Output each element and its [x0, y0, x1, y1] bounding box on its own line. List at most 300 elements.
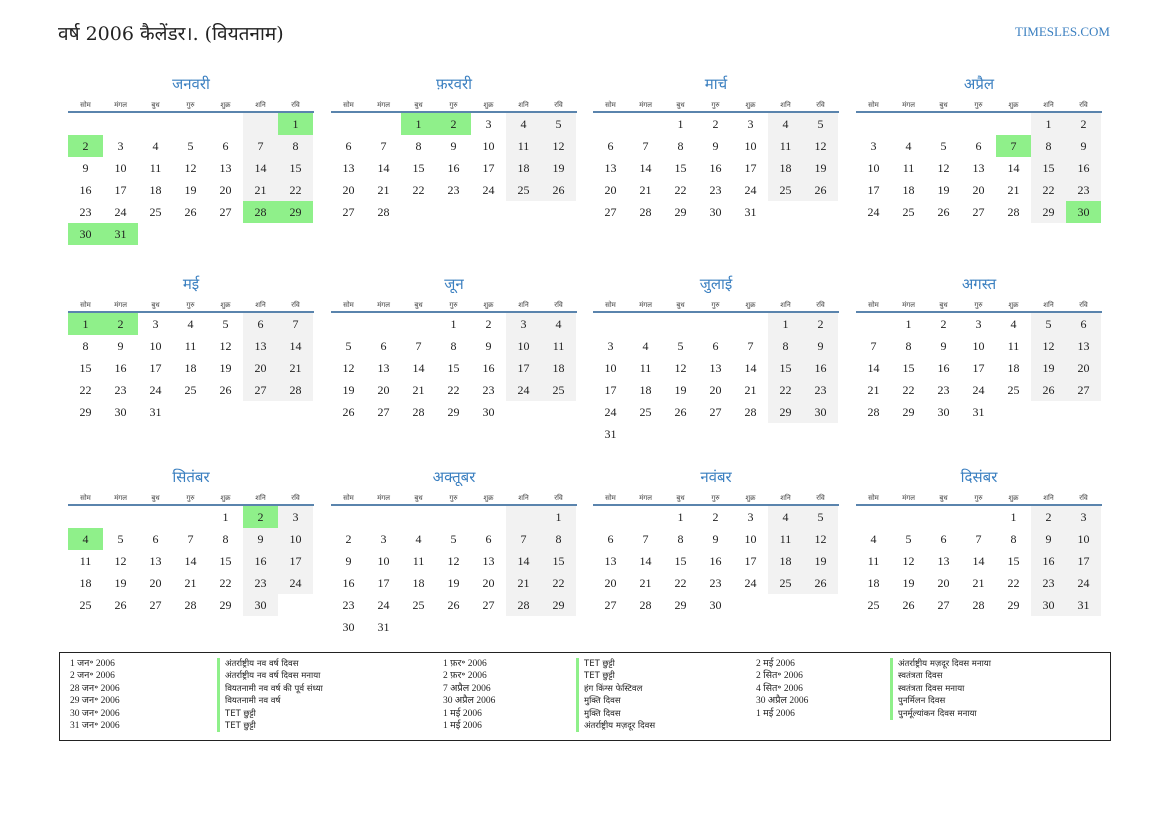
day-cell[interactable]: 30	[937, 405, 950, 419]
day-cell[interactable]: 25	[506, 179, 541, 201]
day-cell[interactable]: 9	[117, 339, 124, 353]
day-cell[interactable]: 3	[975, 317, 982, 331]
day-cell[interactable]: 4	[541, 313, 576, 335]
day-cell[interactable]: 22	[79, 383, 92, 397]
day-cell[interactable]: 28	[744, 405, 757, 419]
day-cell[interactable]: 13	[342, 161, 355, 175]
day-cell[interactable]: 13	[937, 554, 950, 568]
day-cell[interactable]: 20	[972, 183, 985, 197]
day-cell[interactable]: 24	[744, 183, 757, 197]
day-cell[interactable]: 13	[1066, 335, 1101, 357]
day-cell[interactable]: 19	[674, 383, 687, 397]
day-cell[interactable]: 3	[152, 317, 159, 331]
day-cell[interactable]: 25	[639, 405, 652, 419]
day-cell[interactable]: 4	[415, 532, 422, 546]
day-cell[interactable]: 27	[243, 379, 278, 401]
day-cell[interactable]: 5	[345, 339, 352, 353]
day-cell[interactable]: 12	[937, 161, 950, 175]
day-cell[interactable]: 13	[972, 161, 985, 175]
day-cell[interactable]: 14	[412, 361, 425, 375]
day-cell[interactable]: 10	[1066, 528, 1101, 550]
day-cell[interactable]: 2	[712, 510, 719, 524]
day-cell[interactable]: 15	[447, 361, 460, 375]
day-cell[interactable]: 19	[114, 576, 127, 590]
day-cell[interactable]: 19	[1031, 357, 1066, 379]
day-cell[interactable]: 8	[677, 139, 684, 153]
day-cell[interactable]: 1	[450, 317, 457, 331]
day-cell[interactable]: 6	[152, 532, 159, 546]
day-cell[interactable]: 16	[709, 161, 722, 175]
day-cell[interactable]: 28	[184, 598, 197, 612]
day-cell[interactable]: 8	[1031, 135, 1066, 157]
day-cell[interactable]: 29	[768, 401, 803, 423]
day-cell[interactable]: 7	[243, 135, 278, 157]
day-cell[interactable]: 17	[972, 361, 985, 375]
day-cell[interactable]: 2	[103, 313, 138, 335]
day-cell[interactable]: 11	[541, 335, 576, 357]
day-cell[interactable]: 14	[506, 550, 541, 572]
day-cell[interactable]: 26	[541, 179, 576, 201]
day-cell[interactable]: 7	[187, 532, 194, 546]
day-cell[interactable]: 26	[447, 598, 460, 612]
day-cell[interactable]: 13	[377, 361, 390, 375]
day-cell[interactable]: 7	[642, 532, 649, 546]
day-cell[interactable]: 19	[902, 576, 915, 590]
day-cell[interactable]: 2	[485, 317, 492, 331]
day-cell[interactable]: 30	[482, 405, 495, 419]
day-cell[interactable]: 6	[940, 532, 947, 546]
day-cell[interactable]: 4	[1010, 317, 1017, 331]
day-cell[interactable]: 9	[712, 139, 719, 153]
day-cell[interactable]: 9	[450, 139, 457, 153]
day-cell[interactable]: 25	[184, 383, 197, 397]
day-cell[interactable]: 9	[345, 554, 352, 568]
day-cell[interactable]: 9	[485, 339, 492, 353]
day-cell[interactable]: 24	[482, 183, 495, 197]
day-cell[interactable]: 4	[870, 532, 877, 546]
day-cell[interactable]: 8	[1010, 532, 1017, 546]
day-cell[interactable]: 6	[345, 139, 352, 153]
day-cell[interactable]: 22	[1007, 576, 1020, 590]
day-cell[interactable]: 13	[604, 161, 617, 175]
day-cell[interactable]: 11	[506, 135, 541, 157]
day-cell[interactable]: 28	[412, 405, 425, 419]
day-cell[interactable]: 27	[377, 405, 390, 419]
day-cell[interactable]: 12	[219, 339, 232, 353]
day-cell[interactable]: 7	[642, 139, 649, 153]
day-cell[interactable]: 17	[482, 161, 495, 175]
day-cell[interactable]: 7	[975, 532, 982, 546]
day-cell[interactable]: 18	[768, 157, 803, 179]
day-cell[interactable]: 28	[972, 598, 985, 612]
day-cell[interactable]: 16	[709, 554, 722, 568]
day-cell[interactable]: 28	[867, 405, 880, 419]
day-cell[interactable]: 18	[412, 576, 425, 590]
day-cell[interactable]: 24	[1066, 572, 1101, 594]
day-cell[interactable]: 14	[278, 335, 313, 357]
day-cell[interactable]: 7	[996, 135, 1031, 157]
day-cell[interactable]: 26	[219, 383, 232, 397]
day-cell[interactable]: 10	[377, 554, 390, 568]
day-cell[interactable]: 29	[1007, 598, 1020, 612]
day-cell[interactable]: 29	[541, 594, 576, 616]
day-cell[interactable]: 26	[803, 179, 838, 201]
day-cell[interactable]: 27	[604, 205, 617, 219]
day-cell[interactable]: 4	[905, 139, 912, 153]
day-cell[interactable]: 1	[768, 313, 803, 335]
day-cell[interactable]: 24	[377, 598, 390, 612]
day-cell[interactable]: 6	[975, 139, 982, 153]
day-cell[interactable]: 1	[541, 506, 576, 528]
day-cell[interactable]: 23	[803, 379, 838, 401]
day-cell[interactable]: 11	[768, 528, 803, 550]
day-cell[interactable]: 14	[972, 554, 985, 568]
day-cell[interactable]: 20	[604, 576, 617, 590]
day-cell[interactable]: 4	[768, 113, 803, 135]
day-cell[interactable]: 15	[79, 361, 92, 375]
day-cell[interactable]: 16	[937, 361, 950, 375]
day-cell[interactable]: 12	[674, 361, 687, 375]
day-cell[interactable]: 6	[485, 532, 492, 546]
day-cell[interactable]: 10	[278, 528, 313, 550]
day-cell[interactable]: 23	[342, 598, 355, 612]
day-cell[interactable]: 15	[674, 554, 687, 568]
day-cell[interactable]: 24	[867, 205, 880, 219]
day-cell[interactable]: 19	[803, 550, 838, 572]
day-cell[interactable]: 29	[674, 205, 687, 219]
day-cell[interactable]: 18	[1007, 361, 1020, 375]
day-cell[interactable]: 30	[709, 205, 722, 219]
day-cell[interactable]: 30	[342, 620, 355, 634]
day-cell[interactable]: 9	[82, 161, 89, 175]
day-cell[interactable]: 6	[607, 139, 614, 153]
day-cell[interactable]: 9	[940, 339, 947, 353]
day-cell[interactable]: 26	[1031, 379, 1066, 401]
day-cell[interactable]: 8	[415, 139, 422, 153]
day-cell[interactable]: 4	[642, 339, 649, 353]
day-cell[interactable]: 5	[940, 139, 947, 153]
day-cell[interactable]: 22	[412, 183, 425, 197]
day-cell[interactable]: 25	[1007, 383, 1020, 397]
day-cell[interactable]: 25	[768, 179, 803, 201]
day-cell[interactable]: 15	[902, 361, 915, 375]
day-cell[interactable]: 2	[803, 313, 838, 335]
day-cell[interactable]: 12	[342, 361, 355, 375]
day-cell[interactable]: 12	[114, 554, 127, 568]
day-cell[interactable]: 8	[222, 532, 229, 546]
day-cell[interactable]: 19	[447, 576, 460, 590]
day-cell[interactable]: 10	[114, 161, 127, 175]
day-cell[interactable]: 18	[79, 576, 92, 590]
day-cell[interactable]: 22	[278, 179, 313, 201]
day-cell[interactable]: 22	[674, 576, 687, 590]
day-cell[interactable]: 5	[803, 506, 838, 528]
day-cell[interactable]: 27	[482, 598, 495, 612]
day-cell[interactable]: 25	[867, 598, 880, 612]
day-cell[interactable]: 21	[506, 572, 541, 594]
day-cell[interactable]: 15	[278, 157, 313, 179]
day-cell[interactable]: 27	[937, 598, 950, 612]
day-cell[interactable]: 16	[803, 357, 838, 379]
day-cell[interactable]: 11	[867, 554, 880, 568]
day-cell[interactable]: 5	[450, 532, 457, 546]
day-cell[interactable]: 6	[380, 339, 387, 353]
day-cell[interactable]: 3	[747, 117, 754, 131]
day-cell[interactable]: 5	[541, 113, 576, 135]
day-cell[interactable]: 15	[768, 357, 803, 379]
day-cell[interactable]: 7	[278, 313, 313, 335]
day-cell[interactable]: 29	[674, 598, 687, 612]
day-cell[interactable]: 21	[1007, 183, 1020, 197]
day-cell[interactable]: 19	[184, 183, 197, 197]
day-cell[interactable]: 3	[506, 313, 541, 335]
day-cell[interactable]: 2	[436, 113, 471, 135]
day-cell[interactable]: 2	[345, 532, 352, 546]
day-cell[interactable]: 25	[541, 379, 576, 401]
day-cell[interactable]: 5	[1031, 313, 1066, 335]
day-cell[interactable]: 12	[184, 161, 197, 175]
day-cell[interactable]: 17	[278, 550, 313, 572]
day-cell[interactable]: 13	[482, 554, 495, 568]
day-cell[interactable]: 23	[243, 572, 278, 594]
day-cell[interactable]: 31	[972, 405, 985, 419]
day-cell[interactable]: 2	[68, 135, 103, 157]
day-cell[interactable]: 22	[768, 379, 803, 401]
day-cell[interactable]: 8	[450, 339, 457, 353]
day-cell[interactable]: 11	[412, 554, 425, 568]
day-cell[interactable]: 29	[1031, 201, 1066, 223]
day-cell[interactable]: 16	[447, 161, 460, 175]
day-cell[interactable]: 6	[712, 339, 719, 353]
day-cell[interactable]: 12	[1031, 335, 1066, 357]
day-cell[interactable]: 23	[709, 576, 722, 590]
day-cell[interactable]: 16	[79, 183, 92, 197]
day-cell[interactable]: 28	[1007, 205, 1020, 219]
day-cell[interactable]: 31	[149, 405, 162, 419]
day-cell[interactable]: 23	[447, 183, 460, 197]
day-cell[interactable]: 17	[1066, 550, 1101, 572]
day-cell[interactable]: 14	[867, 361, 880, 375]
day-cell[interactable]: 30	[1066, 201, 1101, 223]
day-cell[interactable]: 1	[677, 510, 684, 524]
day-cell[interactable]: 10	[744, 139, 757, 153]
day-cell[interactable]: 27	[149, 598, 162, 612]
day-cell[interactable]: 25	[412, 598, 425, 612]
day-cell[interactable]: 19	[342, 383, 355, 397]
day-cell[interactable]: 8	[82, 339, 89, 353]
day-cell[interactable]: 28	[506, 594, 541, 616]
day-cell[interactable]: 8	[278, 135, 313, 157]
day-cell[interactable]: 15	[541, 550, 576, 572]
day-cell[interactable]: 3	[747, 510, 754, 524]
day-cell[interactable]: 22	[219, 576, 232, 590]
day-cell[interactable]: 14	[243, 157, 278, 179]
day-cell[interactable]: 20	[243, 357, 278, 379]
day-cell[interactable]: 31	[604, 427, 617, 441]
day-cell[interactable]: 20	[219, 183, 232, 197]
day-cell[interactable]: 28	[639, 598, 652, 612]
day-cell[interactable]: 14	[639, 554, 652, 568]
day-cell[interactable]: 12	[803, 528, 838, 550]
day-cell[interactable]: 11	[639, 361, 652, 375]
day-cell[interactable]: 11	[149, 161, 162, 175]
day-cell[interactable]: 8	[541, 528, 576, 550]
day-cell[interactable]: 30	[709, 598, 722, 612]
day-cell[interactable]: 27	[709, 405, 722, 419]
day-cell[interactable]: 14	[184, 554, 197, 568]
day-cell[interactable]: 22	[447, 383, 460, 397]
day-cell[interactable]: 27	[1066, 379, 1101, 401]
day-cell[interactable]: 23	[1031, 572, 1066, 594]
day-cell[interactable]: 28	[639, 205, 652, 219]
day-cell[interactable]: 29	[902, 405, 915, 419]
day-cell[interactable]: 11	[1007, 339, 1020, 353]
day-cell[interactable]: 11	[902, 161, 915, 175]
day-cell[interactable]: 19	[803, 157, 838, 179]
day-cell[interactable]: 4	[506, 113, 541, 135]
day-cell[interactable]: 11	[79, 554, 92, 568]
site-link[interactable]: TIMESLES.COM	[1015, 24, 1110, 39]
day-cell[interactable]: 12	[541, 135, 576, 157]
day-cell[interactable]: 22	[902, 383, 915, 397]
day-cell[interactable]: 16	[482, 361, 495, 375]
day-cell[interactable]: 2	[1066, 113, 1101, 135]
day-cell[interactable]: 7	[870, 339, 877, 353]
day-cell[interactable]: 22	[674, 183, 687, 197]
day-cell[interactable]: 3	[117, 139, 124, 153]
day-cell[interactable]: 17	[867, 183, 880, 197]
day-cell[interactable]: 24	[744, 576, 757, 590]
day-cell[interactable]: 9	[243, 528, 278, 550]
day-cell[interactable]: 16	[342, 576, 355, 590]
day-cell[interactable]: 3	[607, 339, 614, 353]
day-cell[interactable]: 9	[1066, 135, 1101, 157]
day-cell[interactable]: 31	[1066, 594, 1101, 616]
day-cell[interactable]: 21	[278, 357, 313, 379]
day-cell[interactable]: 20	[149, 576, 162, 590]
day-cell[interactable]: 29	[447, 405, 460, 419]
day-cell[interactable]: 18	[902, 183, 915, 197]
day-cell[interactable]: 28	[278, 379, 313, 401]
day-cell[interactable]: 13	[149, 554, 162, 568]
day-cell[interactable]: 9	[803, 335, 838, 357]
day-cell[interactable]: 28	[243, 201, 278, 223]
day-cell[interactable]: 9	[1031, 528, 1066, 550]
day-cell[interactable]: 18	[506, 157, 541, 179]
day-cell[interactable]: 20	[937, 576, 950, 590]
day-cell[interactable]: 18	[184, 361, 197, 375]
day-cell[interactable]: 13	[709, 361, 722, 375]
day-cell[interactable]: 27	[604, 598, 617, 612]
day-cell[interactable]: 13	[604, 554, 617, 568]
day-cell[interactable]: 19	[937, 183, 950, 197]
day-cell[interactable]: 18	[541, 357, 576, 379]
day-cell[interactable]: 5	[187, 139, 194, 153]
day-cell[interactable]: 7	[380, 139, 387, 153]
day-cell[interactable]: 26	[937, 205, 950, 219]
day-cell[interactable]: 29	[219, 598, 232, 612]
day-cell[interactable]: 8	[677, 532, 684, 546]
day-cell[interactable]: 2	[243, 506, 278, 528]
day-cell[interactable]: 10	[149, 339, 162, 353]
day-cell[interactable]: 2	[712, 117, 719, 131]
day-cell[interactable]: 1	[905, 317, 912, 331]
day-cell[interactable]: 24	[972, 383, 985, 397]
day-cell[interactable]: 3	[485, 117, 492, 131]
day-cell[interactable]: 20	[1066, 357, 1101, 379]
day-cell[interactable]: 21	[412, 383, 425, 397]
day-cell[interactable]: 10	[482, 139, 495, 153]
day-cell[interactable]: 7	[415, 339, 422, 353]
day-cell[interactable]: 26	[902, 598, 915, 612]
day-cell[interactable]: 14	[744, 361, 757, 375]
day-cell[interactable]: 6	[607, 532, 614, 546]
day-cell[interactable]: 11	[184, 339, 197, 353]
day-cell[interactable]: 17	[604, 383, 617, 397]
day-cell[interactable]: 17	[149, 361, 162, 375]
day-cell[interactable]: 27	[219, 205, 232, 219]
day-cell[interactable]: 30	[803, 401, 838, 423]
day-cell[interactable]: 13	[219, 161, 232, 175]
day-cell[interactable]: 5	[222, 317, 229, 331]
day-cell[interactable]: 21	[184, 576, 197, 590]
day-cell[interactable]: 15	[412, 161, 425, 175]
day-cell[interactable]: 30	[1031, 594, 1066, 616]
day-cell[interactable]: 23	[79, 205, 92, 219]
day-cell[interactable]: 1	[278, 113, 313, 135]
day-cell[interactable]: 29	[278, 201, 313, 223]
day-cell[interactable]: 18	[639, 383, 652, 397]
day-cell[interactable]: 20	[709, 383, 722, 397]
day-cell[interactable]: 21	[744, 383, 757, 397]
day-cell[interactable]: 24	[278, 572, 313, 594]
day-cell[interactable]: 18	[149, 183, 162, 197]
day-cell[interactable]: 24	[604, 405, 617, 419]
day-cell[interactable]: 8	[768, 335, 803, 357]
day-cell[interactable]: 15	[674, 161, 687, 175]
day-cell[interactable]: 30	[114, 405, 127, 419]
day-cell[interactable]: 29	[79, 405, 92, 419]
day-cell[interactable]: 4	[152, 139, 159, 153]
day-cell[interactable]: 21	[867, 383, 880, 397]
day-cell[interactable]: 1	[1031, 113, 1066, 135]
day-cell[interactable]: 14	[377, 161, 390, 175]
day-cell[interactable]: 30	[243, 594, 278, 616]
day-cell[interactable]: 13	[243, 335, 278, 357]
day-cell[interactable]: 21	[639, 183, 652, 197]
day-cell[interactable]: 27	[342, 205, 355, 219]
day-cell[interactable]: 16	[1066, 157, 1101, 179]
day-cell[interactable]: 2	[940, 317, 947, 331]
day-cell[interactable]: 8	[905, 339, 912, 353]
day-cell[interactable]: 20	[482, 576, 495, 590]
day-cell[interactable]: 23	[114, 383, 127, 397]
day-cell[interactable]: 10	[867, 161, 880, 175]
day-cell[interactable]: 10	[972, 339, 985, 353]
day-cell[interactable]: 15	[1031, 157, 1066, 179]
day-cell[interactable]: 5	[677, 339, 684, 353]
day-cell[interactable]: 16	[243, 550, 278, 572]
day-cell[interactable]: 20	[604, 183, 617, 197]
day-cell[interactable]: 15	[219, 554, 232, 568]
day-cell[interactable]: 15	[1007, 554, 1020, 568]
day-cell[interactable]: 18	[768, 550, 803, 572]
day-cell[interactable]: 23	[937, 383, 950, 397]
day-cell[interactable]: 31	[377, 620, 390, 634]
day-cell[interactable]: 6	[243, 313, 278, 335]
day-cell[interactable]: 9	[712, 532, 719, 546]
day-cell[interactable]: 1	[68, 313, 103, 335]
